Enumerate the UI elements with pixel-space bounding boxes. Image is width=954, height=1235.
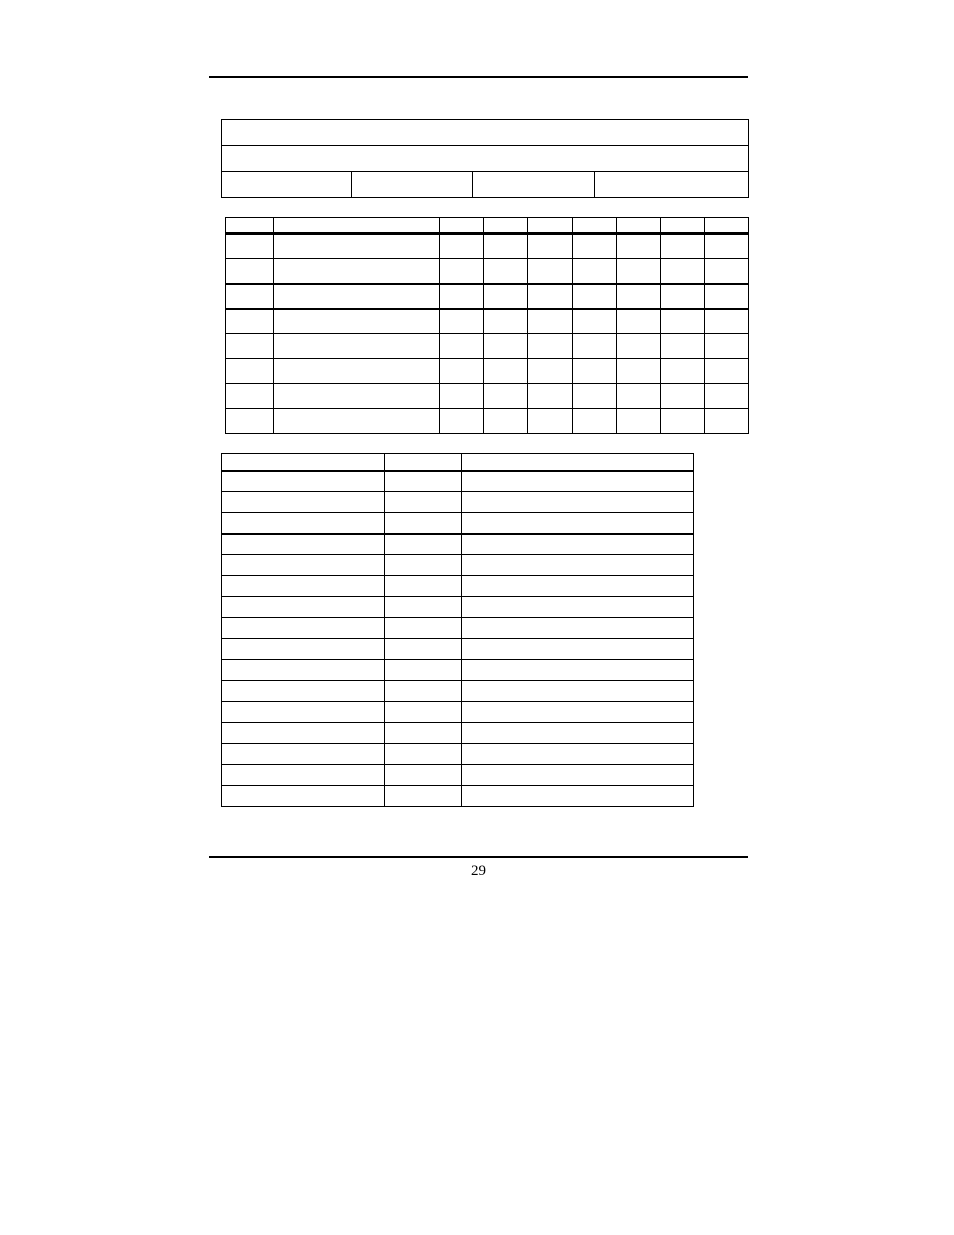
table-cell bbox=[274, 409, 440, 434]
table-cell bbox=[705, 334, 749, 359]
table-cell bbox=[385, 639, 462, 660]
table-cell bbox=[484, 234, 528, 259]
table-row bbox=[222, 618, 694, 639]
table-cell bbox=[462, 786, 694, 807]
header-info-table bbox=[221, 119, 749, 198]
table-cell bbox=[440, 309, 484, 334]
table-cell bbox=[661, 409, 705, 434]
table-cell bbox=[661, 359, 705, 384]
table-cell bbox=[462, 660, 694, 681]
table-cell bbox=[617, 409, 661, 434]
table-cell bbox=[222, 618, 385, 639]
table-cell bbox=[222, 576, 385, 597]
table-cell bbox=[484, 409, 528, 434]
table-cell bbox=[385, 765, 462, 786]
table-cell bbox=[274, 359, 440, 384]
table-row bbox=[226, 334, 749, 359]
table-row bbox=[222, 681, 694, 702]
table-cell bbox=[226, 259, 274, 284]
table-row bbox=[222, 172, 749, 198]
table-cell bbox=[222, 120, 749, 146]
table-cell bbox=[462, 534, 694, 555]
table-cell bbox=[462, 639, 694, 660]
table-cell bbox=[705, 359, 749, 384]
table-cell bbox=[385, 618, 462, 639]
table-cell bbox=[385, 597, 462, 618]
table-cell bbox=[617, 359, 661, 384]
table-cell bbox=[473, 172, 595, 198]
table-cell bbox=[528, 359, 573, 384]
table-cell bbox=[484, 218, 528, 234]
table-cell bbox=[274, 334, 440, 359]
table-cell bbox=[440, 234, 484, 259]
table-cell bbox=[661, 384, 705, 409]
table-cell bbox=[661, 309, 705, 334]
table-cell bbox=[462, 618, 694, 639]
table-row bbox=[226, 359, 749, 384]
pin-matrix-table bbox=[225, 217, 749, 434]
table-cell bbox=[222, 454, 385, 471]
table-cell bbox=[617, 309, 661, 334]
table-cell bbox=[385, 681, 462, 702]
table-cell bbox=[222, 172, 352, 198]
table-cell bbox=[385, 702, 462, 723]
table-cell bbox=[617, 334, 661, 359]
table-cell bbox=[462, 555, 694, 576]
table-cell bbox=[462, 513, 694, 534]
table-cell bbox=[222, 639, 385, 660]
table-cell bbox=[705, 409, 749, 434]
table-row bbox=[222, 723, 694, 744]
table-cell bbox=[573, 234, 617, 259]
table-cell bbox=[440, 359, 484, 384]
table-row bbox=[222, 471, 694, 492]
table-cell bbox=[226, 384, 274, 409]
table-cell bbox=[222, 681, 385, 702]
table-cell bbox=[274, 218, 440, 234]
table-cell bbox=[617, 384, 661, 409]
table-cell bbox=[385, 786, 462, 807]
table-row bbox=[222, 702, 694, 723]
table-cell bbox=[617, 284, 661, 309]
table-cell bbox=[462, 597, 694, 618]
table-cell bbox=[440, 218, 484, 234]
table-cell bbox=[573, 409, 617, 434]
table-cell bbox=[573, 384, 617, 409]
table-row bbox=[222, 492, 694, 513]
table-cell bbox=[222, 660, 385, 681]
table-cell bbox=[484, 359, 528, 384]
table-cell bbox=[385, 723, 462, 744]
table-cell bbox=[385, 492, 462, 513]
table-cell bbox=[528, 409, 573, 434]
table-cell bbox=[385, 555, 462, 576]
table-cell bbox=[462, 723, 694, 744]
table-row bbox=[222, 639, 694, 660]
table-cell bbox=[462, 681, 694, 702]
table-cell bbox=[222, 702, 385, 723]
table-row bbox=[222, 120, 749, 146]
table-cell bbox=[274, 284, 440, 309]
table-cell bbox=[222, 146, 749, 172]
table-row bbox=[226, 384, 749, 409]
table-cell bbox=[226, 409, 274, 434]
table-cell bbox=[705, 218, 749, 234]
table-cell bbox=[462, 765, 694, 786]
table-cell bbox=[385, 576, 462, 597]
table-cell bbox=[705, 309, 749, 334]
header-rule bbox=[209, 76, 748, 78]
table-cell bbox=[222, 744, 385, 765]
table-cell bbox=[595, 172, 749, 198]
table-cell bbox=[462, 702, 694, 723]
table-cell bbox=[484, 334, 528, 359]
table-cell bbox=[705, 384, 749, 409]
table-cell bbox=[274, 384, 440, 409]
table-row bbox=[222, 660, 694, 681]
table-cell bbox=[222, 492, 385, 513]
table-row bbox=[222, 576, 694, 597]
table-cell bbox=[661, 259, 705, 284]
table-cell bbox=[573, 334, 617, 359]
table-cell bbox=[385, 471, 462, 492]
footer-rule bbox=[209, 856, 748, 858]
table-cell bbox=[462, 492, 694, 513]
table-cell bbox=[484, 309, 528, 334]
table-cell bbox=[484, 384, 528, 409]
pin-description-table bbox=[221, 453, 694, 807]
table-cell bbox=[226, 284, 274, 309]
table-row bbox=[226, 309, 749, 334]
table-cell bbox=[705, 259, 749, 284]
table-row bbox=[222, 765, 694, 786]
table-cell bbox=[462, 471, 694, 492]
table-cell bbox=[528, 234, 573, 259]
table-row bbox=[226, 259, 749, 284]
table-cell bbox=[573, 259, 617, 284]
table-cell bbox=[484, 284, 528, 309]
table-cell bbox=[222, 513, 385, 534]
table-cell bbox=[222, 471, 385, 492]
table-row bbox=[222, 534, 694, 555]
table-cell bbox=[573, 218, 617, 234]
table-cell bbox=[274, 259, 440, 284]
table-cell bbox=[385, 534, 462, 555]
table-cell bbox=[222, 597, 385, 618]
table-row bbox=[222, 513, 694, 534]
table-cell bbox=[440, 259, 484, 284]
table-cell bbox=[661, 284, 705, 309]
page-number: 29 bbox=[471, 863, 486, 879]
table-cell bbox=[222, 765, 385, 786]
table-cell bbox=[222, 555, 385, 576]
table-cell bbox=[462, 454, 694, 471]
table-header-row bbox=[222, 454, 694, 471]
table-cell bbox=[462, 576, 694, 597]
table-row bbox=[226, 284, 749, 309]
table-cell bbox=[661, 334, 705, 359]
table-row bbox=[222, 744, 694, 765]
table-cell bbox=[274, 234, 440, 259]
table-cell bbox=[222, 786, 385, 807]
table-header-row bbox=[226, 218, 749, 234]
table-cell bbox=[226, 234, 274, 259]
table-cell bbox=[385, 744, 462, 765]
table-cell bbox=[352, 172, 473, 198]
table-cell bbox=[440, 334, 484, 359]
table-cell bbox=[528, 309, 573, 334]
table-cell bbox=[440, 409, 484, 434]
table-cell bbox=[661, 234, 705, 259]
table-cell bbox=[226, 334, 274, 359]
table-cell bbox=[274, 309, 440, 334]
table-cell bbox=[222, 534, 385, 555]
table-cell bbox=[385, 660, 462, 681]
table-cell bbox=[440, 384, 484, 409]
table-row bbox=[222, 597, 694, 618]
table-cell bbox=[573, 359, 617, 384]
table-cell bbox=[528, 284, 573, 309]
table-cell bbox=[661, 218, 705, 234]
table-cell bbox=[528, 334, 573, 359]
table-row bbox=[222, 786, 694, 807]
table-row bbox=[226, 234, 749, 259]
table-cell bbox=[440, 284, 484, 309]
table-row bbox=[222, 146, 749, 172]
table-cell bbox=[617, 234, 661, 259]
table-cell bbox=[617, 259, 661, 284]
table-cell bbox=[705, 234, 749, 259]
table-cell bbox=[462, 744, 694, 765]
table-cell bbox=[573, 284, 617, 309]
table-cell bbox=[528, 384, 573, 409]
table-cell bbox=[705, 284, 749, 309]
table-cell bbox=[528, 218, 573, 234]
table-cell bbox=[484, 259, 528, 284]
table-cell bbox=[226, 359, 274, 384]
table-cell bbox=[385, 513, 462, 534]
table-row bbox=[222, 555, 694, 576]
table-cell bbox=[617, 218, 661, 234]
table-cell bbox=[226, 309, 274, 334]
table-cell bbox=[528, 259, 573, 284]
table-cell bbox=[226, 218, 274, 234]
table-row bbox=[226, 409, 749, 434]
table-cell bbox=[573, 309, 617, 334]
table-cell bbox=[222, 723, 385, 744]
table-cell bbox=[385, 454, 462, 471]
